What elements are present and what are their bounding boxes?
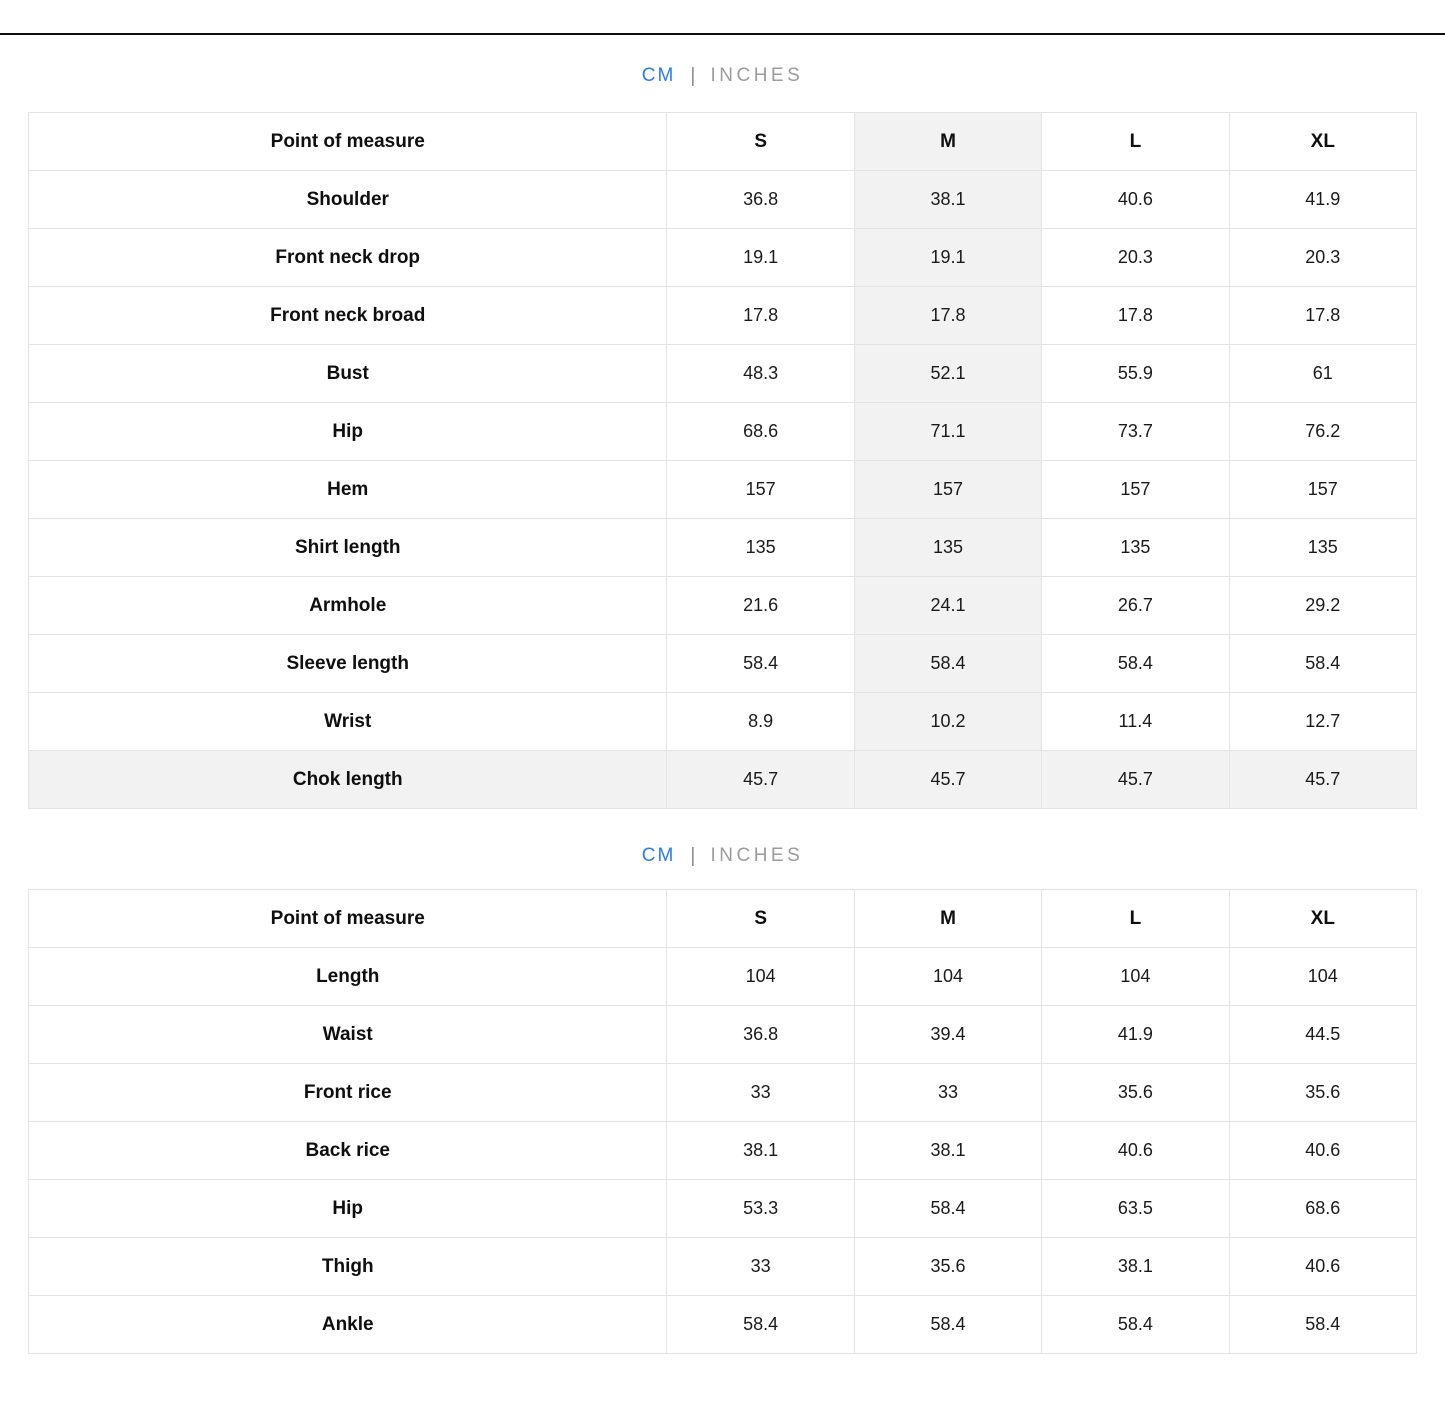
value-cell: 104 bbox=[1042, 948, 1229, 1006]
value-cell: 58.4 bbox=[1229, 635, 1416, 693]
value-cell: 104 bbox=[667, 948, 854, 1006]
value-cell: 48.3 bbox=[667, 345, 854, 403]
size-column-header: S bbox=[667, 113, 854, 171]
value-cell: 40.6 bbox=[1042, 171, 1229, 229]
value-cell: 76.2 bbox=[1229, 403, 1416, 461]
value-cell: 35.6 bbox=[854, 1238, 1041, 1296]
row-label: Chok length bbox=[29, 751, 667, 809]
value-cell: 41.9 bbox=[1042, 1006, 1229, 1064]
value-cell: 26.7 bbox=[1042, 577, 1229, 635]
table-row bbox=[29, 751, 1417, 809]
value-cell: 29.2 bbox=[1229, 577, 1416, 635]
size-column-header: XL bbox=[1229, 113, 1416, 171]
value-cell: 19.1 bbox=[854, 229, 1041, 287]
value-cell: 33 bbox=[854, 1064, 1041, 1122]
size-column-header: S bbox=[667, 890, 854, 948]
value-cell: 17.8 bbox=[1229, 287, 1416, 345]
value-cell: 157 bbox=[1229, 461, 1416, 519]
table-row bbox=[29, 1122, 1417, 1180]
value-cell: 58.4 bbox=[854, 1180, 1041, 1238]
value-cell: 58.4 bbox=[1042, 1296, 1229, 1354]
value-cell: 73.7 bbox=[1042, 403, 1229, 461]
table-row bbox=[29, 345, 1417, 403]
value-cell: 41.9 bbox=[1229, 171, 1416, 229]
value-cell: 45.7 bbox=[667, 751, 854, 809]
value-cell: 20.3 bbox=[1229, 229, 1416, 287]
value-cell: 157 bbox=[1042, 461, 1229, 519]
value-cell: 58.4 bbox=[1042, 635, 1229, 693]
unit-toggle-divider: | bbox=[690, 65, 696, 87]
table-row bbox=[29, 635, 1417, 693]
value-cell: 38.1 bbox=[854, 171, 1041, 229]
size-column-header: M bbox=[854, 890, 1041, 948]
size-column-header: L bbox=[1042, 890, 1229, 948]
value-cell: 17.8 bbox=[1042, 287, 1229, 345]
value-cell: 11.4 bbox=[1042, 693, 1229, 751]
unit-toggle-divider: | bbox=[690, 845, 696, 867]
value-cell: 61 bbox=[1229, 345, 1416, 403]
row-label: Hip bbox=[29, 403, 667, 461]
value-cell: 58.4 bbox=[854, 1296, 1041, 1354]
value-cell: 135 bbox=[1042, 519, 1229, 577]
size-column-header: XL bbox=[1229, 890, 1416, 948]
value-cell: 40.6 bbox=[1229, 1122, 1416, 1180]
value-cell: 17.8 bbox=[854, 287, 1041, 345]
value-cell: 19.1 bbox=[667, 229, 854, 287]
point-of-measure-header: Point of measure bbox=[29, 890, 667, 948]
value-cell: 44.5 bbox=[1229, 1006, 1416, 1064]
table-row bbox=[29, 1006, 1417, 1064]
value-cell: 135 bbox=[1229, 519, 1416, 577]
row-label: Thigh bbox=[29, 1238, 667, 1296]
row-label: Back rice bbox=[29, 1122, 667, 1180]
value-cell: 58.4 bbox=[667, 635, 854, 693]
row-label: Length bbox=[29, 948, 667, 1006]
value-cell: 135 bbox=[667, 519, 854, 577]
point-of-measure-header: Point of measure bbox=[29, 113, 667, 171]
top-divider bbox=[0, 33, 1445, 35]
table-row bbox=[29, 577, 1417, 635]
value-cell: 104 bbox=[1229, 948, 1416, 1006]
table-row bbox=[29, 287, 1417, 345]
shirt-measurements-table bbox=[28, 112, 1417, 809]
value-cell: 52.1 bbox=[854, 345, 1041, 403]
table-row bbox=[29, 229, 1417, 287]
value-cell: 53.3 bbox=[667, 1180, 854, 1238]
size-column-header: M bbox=[854, 113, 1041, 171]
unit-toggle-bottom bbox=[0, 845, 1445, 867]
value-cell: 24.1 bbox=[854, 577, 1041, 635]
row-label: Waist bbox=[29, 1006, 667, 1064]
row-label: Shirt length bbox=[29, 519, 667, 577]
row-label: Hem bbox=[29, 461, 667, 519]
value-cell: 157 bbox=[854, 461, 1041, 519]
table-row bbox=[29, 1180, 1417, 1238]
value-cell: 35.6 bbox=[1229, 1064, 1416, 1122]
row-label: Armhole bbox=[29, 577, 667, 635]
row-label: Front rice bbox=[29, 1064, 667, 1122]
value-cell: 40.6 bbox=[1229, 1238, 1416, 1296]
inches-option[interactable]: INCHES bbox=[710, 845, 804, 866]
value-cell: 8.9 bbox=[667, 693, 854, 751]
row-label: Wrist bbox=[29, 693, 667, 751]
row-label: Front neck drop bbox=[29, 229, 667, 287]
row-label: Hip bbox=[29, 1180, 667, 1238]
value-cell: 38.1 bbox=[667, 1122, 854, 1180]
pants-measurements-table bbox=[28, 889, 1417, 1354]
value-cell: 40.6 bbox=[1042, 1122, 1229, 1180]
value-cell: 38.1 bbox=[1042, 1238, 1229, 1296]
value-cell: 55.9 bbox=[1042, 345, 1229, 403]
header-row bbox=[29, 113, 1417, 171]
value-cell: 38.1 bbox=[854, 1122, 1041, 1180]
table-row bbox=[29, 519, 1417, 577]
inches-option[interactable]: INCHES bbox=[710, 65, 804, 86]
value-cell: 20.3 bbox=[1042, 229, 1229, 287]
table-row bbox=[29, 461, 1417, 519]
value-cell: 58.4 bbox=[854, 635, 1041, 693]
value-cell: 33 bbox=[667, 1064, 854, 1122]
cm-option[interactable]: CM bbox=[641, 65, 676, 86]
value-cell: 45.7 bbox=[1229, 751, 1416, 809]
row-label: Shoulder bbox=[29, 171, 667, 229]
size-column-header: L bbox=[1042, 113, 1229, 171]
value-cell: 58.4 bbox=[667, 1296, 854, 1354]
table-row bbox=[29, 693, 1417, 751]
value-cell: 104 bbox=[854, 948, 1041, 1006]
value-cell: 71.1 bbox=[854, 403, 1041, 461]
value-cell: 33 bbox=[667, 1238, 854, 1296]
value-cell: 12.7 bbox=[1229, 693, 1416, 751]
row-label: Ankle bbox=[29, 1296, 667, 1354]
table-row bbox=[29, 948, 1417, 1006]
value-cell: 10.2 bbox=[854, 693, 1041, 751]
value-cell: 36.8 bbox=[667, 1006, 854, 1064]
value-cell: 17.8 bbox=[667, 287, 854, 345]
value-cell: 21.6 bbox=[667, 577, 854, 635]
table-row bbox=[29, 1064, 1417, 1122]
value-cell: 58.4 bbox=[1229, 1296, 1416, 1354]
value-cell: 63.5 bbox=[1042, 1180, 1229, 1238]
table-row bbox=[29, 1238, 1417, 1296]
table-row bbox=[29, 403, 1417, 461]
value-cell: 157 bbox=[667, 461, 854, 519]
unit-toggle-top bbox=[0, 65, 1445, 87]
table-row bbox=[29, 1296, 1417, 1354]
value-cell: 35.6 bbox=[1042, 1064, 1229, 1122]
header-row bbox=[29, 890, 1417, 948]
row-label: Bust bbox=[29, 345, 667, 403]
row-label: Front neck broad bbox=[29, 287, 667, 345]
row-label: Sleeve length bbox=[29, 635, 667, 693]
value-cell: 45.7 bbox=[854, 751, 1041, 809]
value-cell: 68.6 bbox=[667, 403, 854, 461]
value-cell: 68.6 bbox=[1229, 1180, 1416, 1238]
value-cell: 36.8 bbox=[667, 171, 854, 229]
value-cell: 135 bbox=[854, 519, 1041, 577]
cm-option[interactable]: CM bbox=[641, 845, 676, 866]
table-row bbox=[29, 171, 1417, 229]
value-cell: 45.7 bbox=[1042, 751, 1229, 809]
value-cell: 39.4 bbox=[854, 1006, 1041, 1064]
